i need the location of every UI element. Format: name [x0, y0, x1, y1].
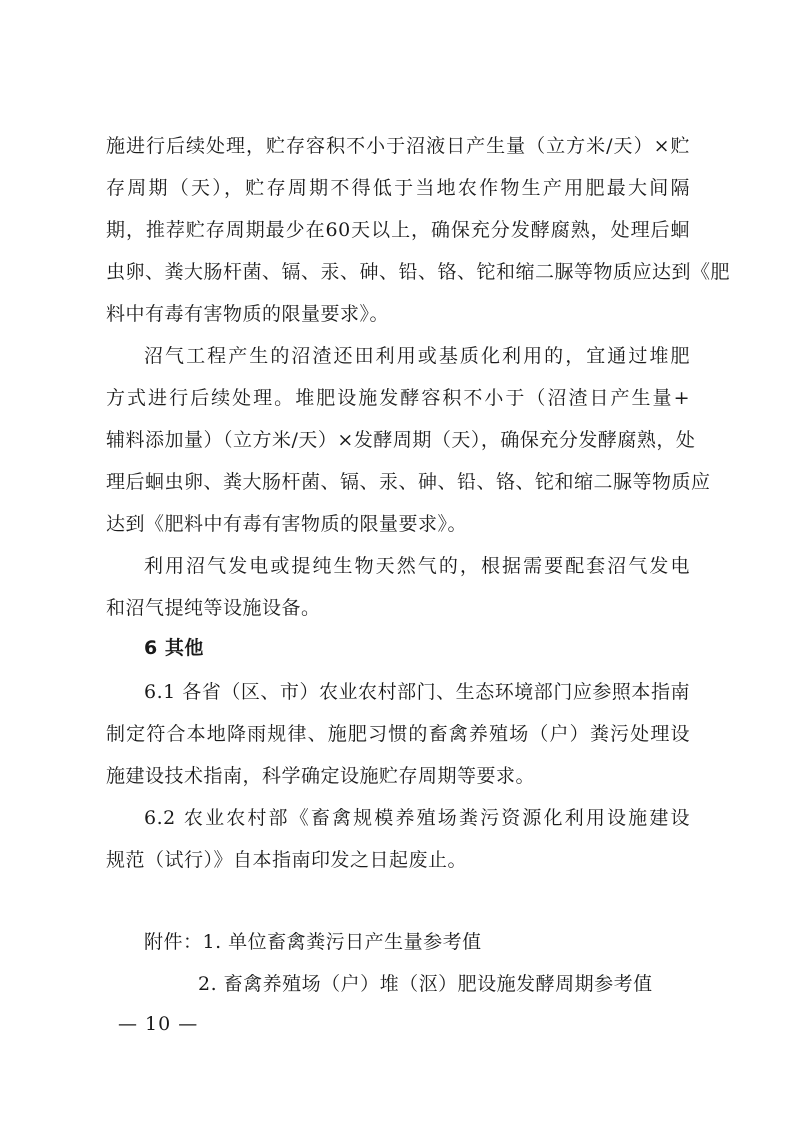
- text-line: 存周期（天），贮存周期不得低于当地农作物生产用肥最大间隔: [106, 177, 690, 199]
- text-line: 达到《肥料中有毒有害物质的限量要求》。: [106, 513, 468, 535]
- text-line: 制定符合本地降雨规律、施肥习惯的畜禽养殖场（户）粪污处理设: [106, 723, 690, 745]
- section-heading: 6 其他: [144, 637, 204, 659]
- text-line: 和沼气提纯等设施设备。: [106, 597, 321, 619]
- text-line: 期，推荐贮存周期最少在60天以上，确保充分发酵腐熟，处理后蛔: [106, 219, 690, 241]
- text-line: 施建设技术指南，科学确定设施贮存周期等要求。: [106, 765, 536, 787]
- page-number: — 10 —: [118, 1013, 199, 1035]
- text-line: 沼气工程产生的沼渣还田利用或基质化利用的，宜通过堆肥: [144, 345, 690, 367]
- text-line: 辅料添加量）（立方米/天）×发酵周期（天），确保充分发酵腐熟，处: [106, 429, 696, 451]
- text-line: 虫卵、粪大肠杆菌、镉、汞、砷、铅、铬、铊和缩二脲等物质应达到《肥: [106, 261, 731, 283]
- text-line: 理后蛔虫卵、粪大肠杆菌、镉、汞、砷、铅、铬、铊和缩二脲等物质应: [106, 471, 711, 493]
- text-line: 6.1 各省（区、市）农业农村部门、生态环境部门应参照本指南: [144, 681, 690, 703]
- text-line: 规范（试行）》自本指南印发之日起废止。: [106, 849, 468, 871]
- attachment-item: 附件：1. 单位畜禽粪污日产生量参考值: [144, 931, 482, 953]
- text-line: 施进行后续处理，贮存容积不小于沼液日产生量（立方米/天）×贮: [106, 135, 690, 157]
- text-line: 利用沼气发电或提纯生物天然气的，根据需要配套沼气发电: [144, 555, 690, 577]
- text-line: 方式进行后续处理。堆肥设施发酵容积不小于（沼渣日产生量+: [106, 387, 690, 409]
- text-line: 料中有毒有害物质的限量要求》。: [106, 303, 390, 325]
- attachment-item: 2. 畜禽养殖场（户）堆（沤）肥设施发酵周期参考值: [198, 973, 653, 995]
- text-line: 6.2 农业农村部《畜禽规模养殖场粪污资源化利用设施建设: [144, 807, 690, 829]
